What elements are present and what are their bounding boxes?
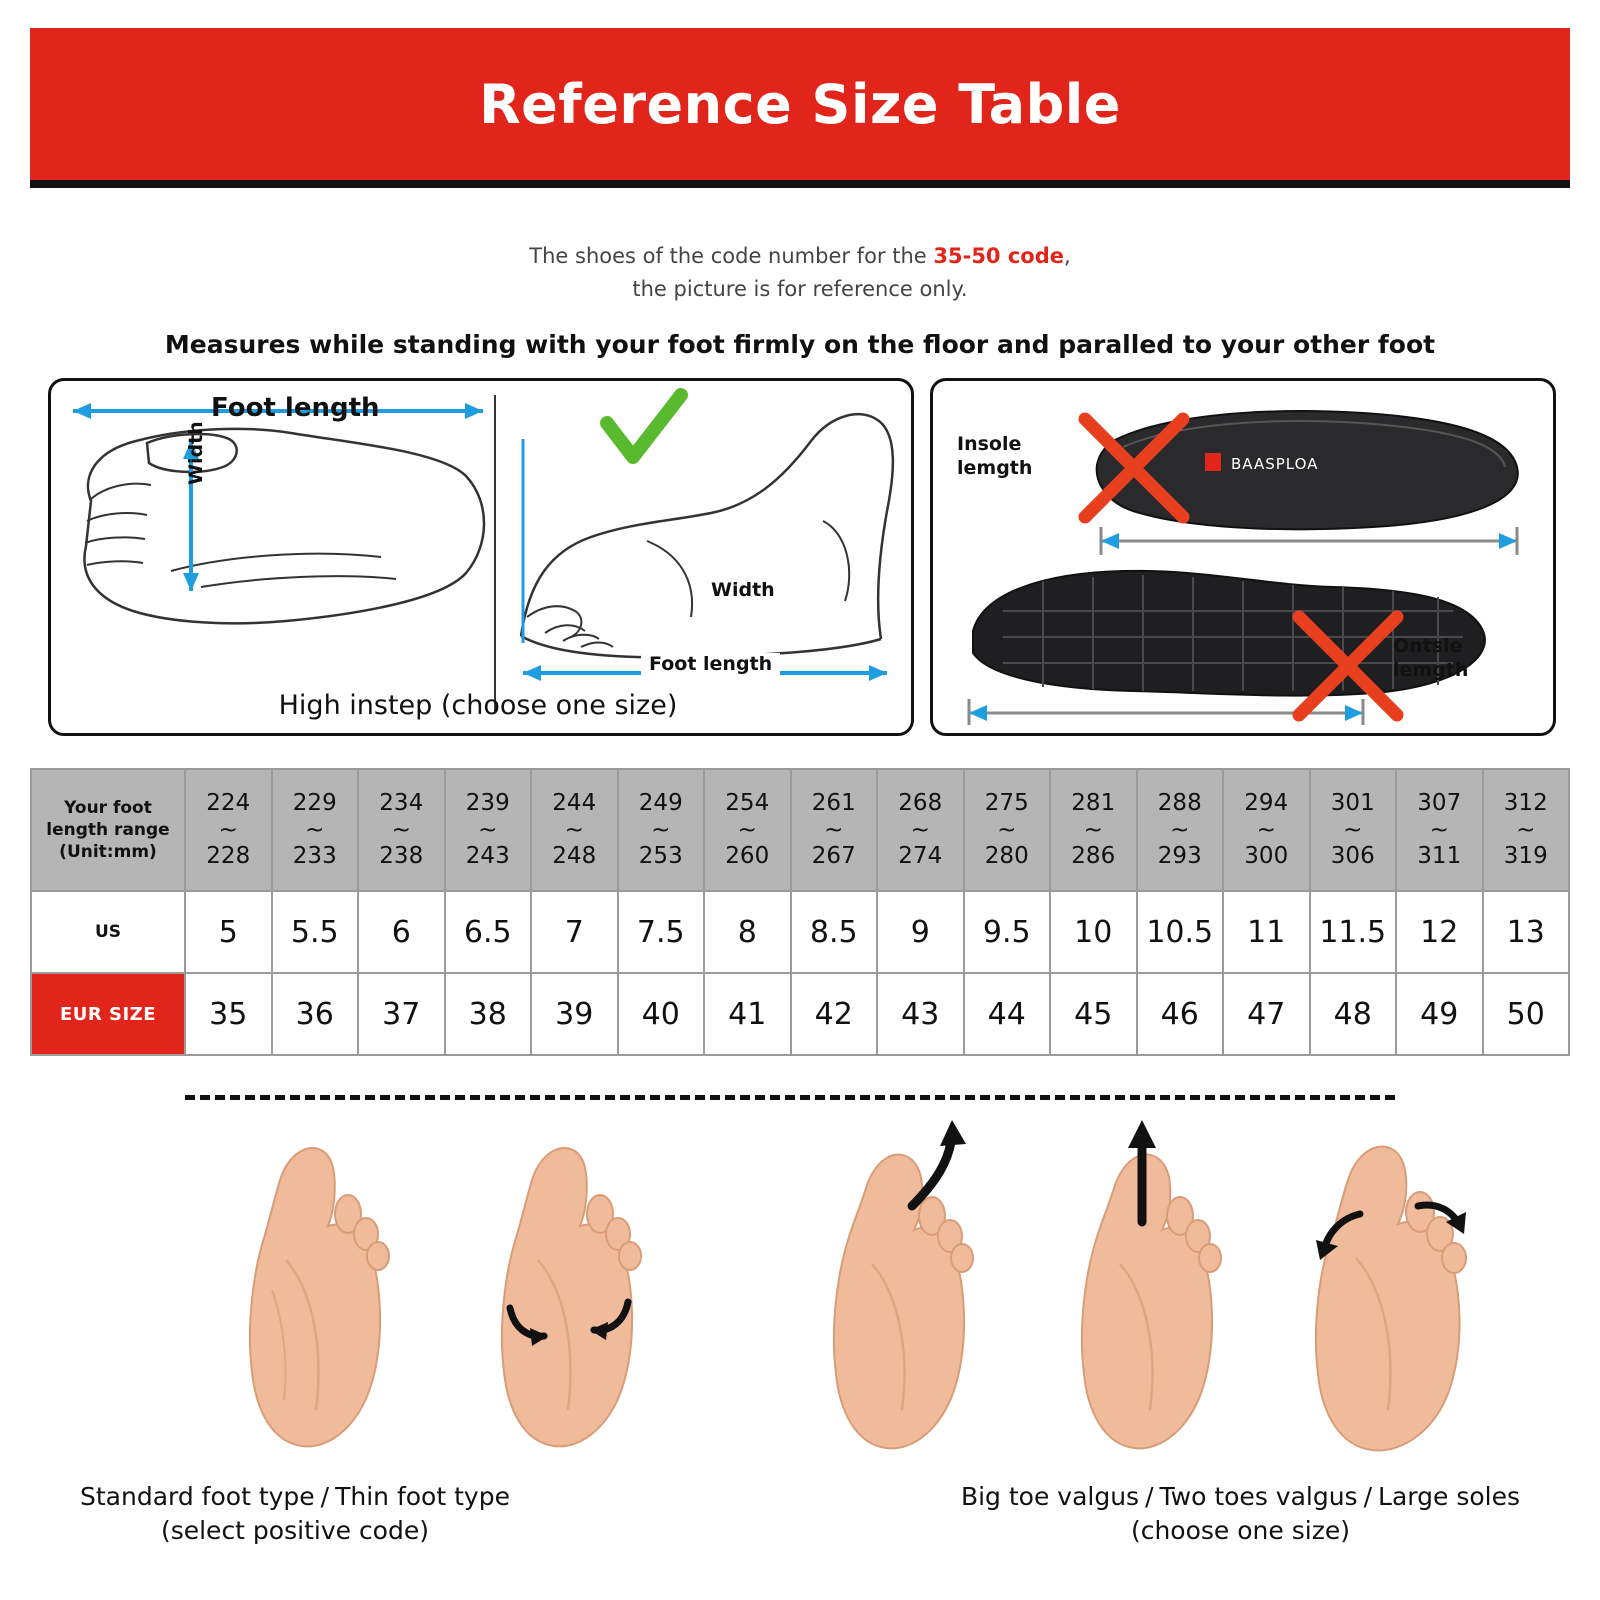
caption-standard-sub: (select positive code) bbox=[160, 1515, 429, 1545]
header-banner bbox=[30, 28, 1570, 180]
us-cell: 6.5 bbox=[445, 891, 532, 973]
foot-types-illustration bbox=[180, 1110, 1420, 1470]
foot-large-soles bbox=[1290, 1110, 1500, 1470]
table-row-eur bbox=[31, 973, 1569, 1055]
caption-thin-foot: Thin foot type bbox=[335, 1482, 510, 1511]
intro-line1-post: , bbox=[1064, 244, 1071, 268]
us-cell: 8 bbox=[704, 891, 791, 973]
us-cell: 7 bbox=[531, 891, 618, 973]
caption-big-toe-valgus: Big toe valgus bbox=[960, 1482, 1140, 1511]
caption-sep: / bbox=[1363, 1482, 1373, 1511]
section-divider bbox=[185, 1095, 1395, 1100]
caption-standard-foot: Standard foot type bbox=[80, 1482, 315, 1511]
size-table-wrapper bbox=[30, 768, 1570, 1056]
foot-measure-illustration bbox=[51, 381, 905, 727]
foot-standard bbox=[220, 1110, 430, 1470]
caption-two-toes-valgus: Two toes valgus bbox=[1159, 1482, 1358, 1511]
eur-cell: 38 bbox=[445, 973, 532, 1055]
eur-cell: 43 bbox=[877, 973, 964, 1055]
table-row-range bbox=[31, 769, 1569, 891]
us-cell: 13 bbox=[1483, 891, 1570, 973]
us-cell: 11.5 bbox=[1310, 891, 1397, 973]
us-cell: 12 bbox=[1396, 891, 1483, 973]
insole-length-label: Insole lemgth bbox=[957, 433, 1033, 479]
insole-outsole-panel bbox=[930, 378, 1556, 736]
foot-big-toe-valgus bbox=[800, 1110, 1010, 1470]
high-instep-caption: High instep (choose one size) bbox=[278, 690, 678, 721]
svg-text:BAASPLOA: BAASPLOA bbox=[1231, 455, 1319, 473]
caption-group-1 bbox=[80, 1480, 510, 1548]
foot-length-label-side: Foot length bbox=[641, 653, 780, 675]
caption-large-soles: Large soles bbox=[1378, 1482, 1520, 1511]
us-cell: 8.5 bbox=[791, 891, 878, 973]
intro-code-highlight: 35-50 code bbox=[933, 244, 1064, 268]
eur-cell: 37 bbox=[358, 973, 445, 1055]
eur-cell: 42 bbox=[791, 973, 878, 1055]
foot-two-toes-valgus bbox=[1050, 1110, 1260, 1470]
caption-sep: / bbox=[320, 1482, 330, 1511]
range-cell: 294 ~ 300 bbox=[1223, 769, 1310, 891]
eur-cell: 39 bbox=[531, 973, 618, 1055]
width-label-top: Width bbox=[185, 421, 207, 485]
range-cell: 249 ~ 253 bbox=[618, 769, 705, 891]
range-cell: 307 ~ 311 bbox=[1396, 769, 1483, 891]
us-cell: 11 bbox=[1223, 891, 1310, 973]
foot-thin bbox=[470, 1110, 680, 1470]
page-title: Reference Size Table bbox=[479, 72, 1121, 136]
range-cell: 312 ~ 319 bbox=[1483, 769, 1570, 891]
eur-cell: 49 bbox=[1396, 973, 1483, 1055]
us-cell: 6 bbox=[358, 891, 445, 973]
us-cell: 5.5 bbox=[272, 891, 359, 973]
us-cell: 9.5 bbox=[964, 891, 1051, 973]
range-cell: 229 ~ 233 bbox=[272, 769, 359, 891]
row-header-range: Your foot length range (Unit:mm) bbox=[31, 769, 185, 891]
range-cell: 254 ~ 260 bbox=[704, 769, 791, 891]
intro-line1-pre: The shoes of the code number for the bbox=[529, 244, 934, 268]
caption-valgus-sub: (choose one size) bbox=[1130, 1515, 1350, 1545]
range-cell: 288 ~ 293 bbox=[1137, 769, 1224, 891]
eur-cell: 50 bbox=[1483, 973, 1570, 1055]
row-header-us: US bbox=[31, 891, 185, 973]
header-divider bbox=[30, 180, 1570, 188]
range-cell: 224 ~ 228 bbox=[185, 769, 272, 891]
us-cell: 10 bbox=[1050, 891, 1137, 973]
eur-cell: 35 bbox=[185, 973, 272, 1055]
eur-cell: 36 bbox=[272, 973, 359, 1055]
table-row-us bbox=[31, 891, 1569, 973]
range-cell: 268 ~ 274 bbox=[877, 769, 964, 891]
us-cell: 10.5 bbox=[1137, 891, 1224, 973]
eur-cell: 46 bbox=[1137, 973, 1224, 1055]
row-header-eur: EUR SIZE bbox=[31, 973, 185, 1055]
range-cell: 234 ~ 238 bbox=[358, 769, 445, 891]
range-cell: 301 ~ 306 bbox=[1310, 769, 1397, 891]
us-cell: 9 bbox=[877, 891, 964, 973]
eur-cell: 41 bbox=[704, 973, 791, 1055]
eur-cell: 45 bbox=[1050, 973, 1137, 1055]
caption-group-2 bbox=[961, 1480, 1520, 1548]
range-cell: 239 ~ 243 bbox=[445, 769, 532, 891]
size-table bbox=[30, 768, 1570, 1056]
range-cell: 261 ~ 267 bbox=[791, 769, 878, 891]
eur-cell: 47 bbox=[1223, 973, 1310, 1055]
us-cell: 7.5 bbox=[618, 891, 705, 973]
us-cell: 5 bbox=[185, 891, 272, 973]
foot-length-label: Foot length bbox=[211, 393, 380, 423]
range-cell: 275 ~ 280 bbox=[964, 769, 1051, 891]
intro-text bbox=[30, 240, 1570, 305]
eur-cell: 44 bbox=[964, 973, 1051, 1055]
caption-sep: / bbox=[1145, 1482, 1154, 1511]
range-cell: 244 ~ 248 bbox=[531, 769, 618, 891]
intro-line2: the picture is for reference only. bbox=[632, 276, 968, 301]
outsole-length-label: Ontsle lemgth bbox=[1393, 635, 1469, 681]
eur-cell: 40 bbox=[618, 973, 705, 1055]
measure-instruction: Measures while standing with your foot firmly on the floor and paralled to your other foot bbox=[164, 330, 1436, 359]
eur-cell: 48 bbox=[1310, 973, 1397, 1055]
foot-measure-panel bbox=[48, 378, 914, 736]
range-cell: 281 ~ 286 bbox=[1050, 769, 1137, 891]
width-label-side: Width bbox=[711, 579, 775, 601]
foot-type-captions bbox=[80, 1480, 1520, 1548]
